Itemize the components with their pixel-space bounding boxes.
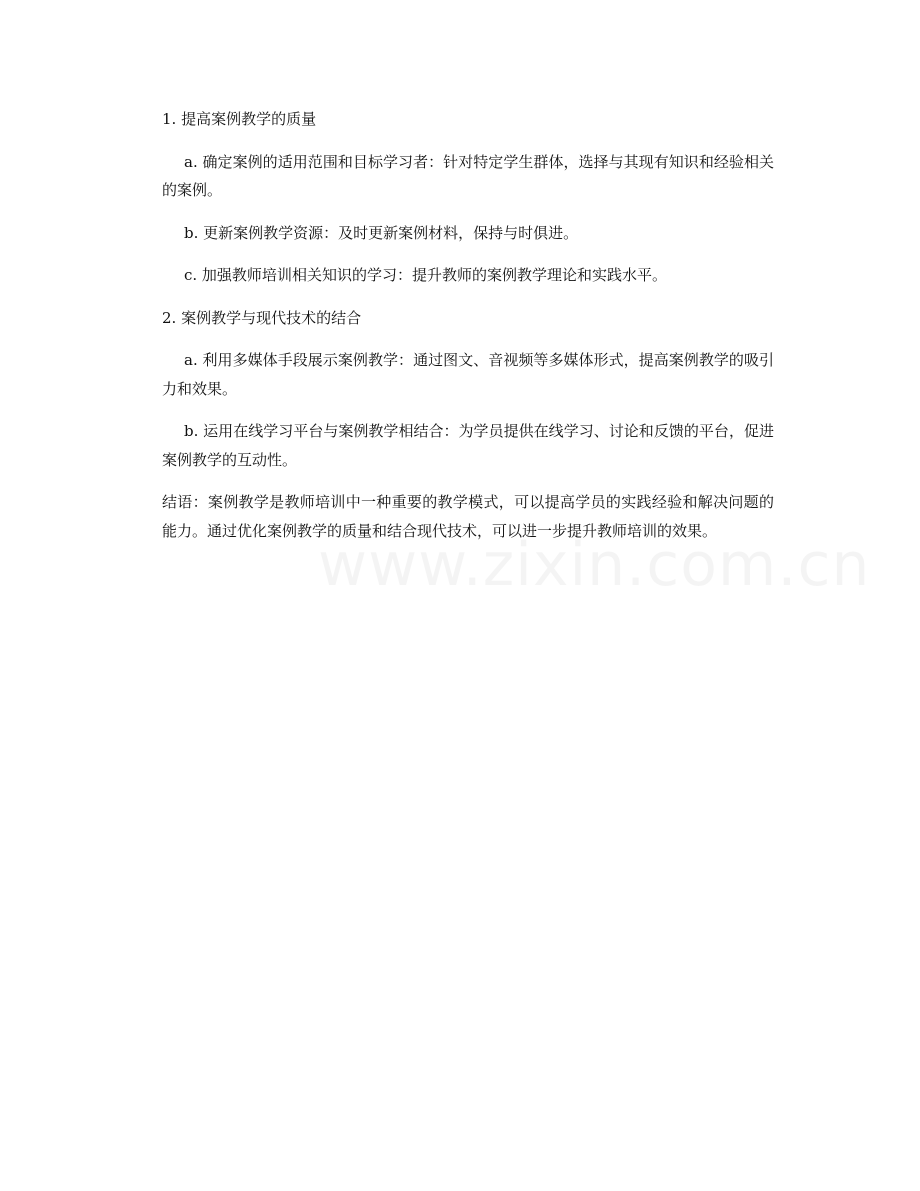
document-body [162,105,774,545]
section-heading-quality: 1. 提高案例教学的质量 [162,110,317,128]
list-item-technology-b: b. 运用在线学习平台与案例教学相结合：为学员提供在线学习、讨论和反馈的平台，促进案例教学的互动性。 [162,422,774,469]
list-item-quality-b: b. 更新案例教学资源：及时更新案例材料，保持与时俱进。 [184,223,579,242]
list-item-quality-a: a. 确定案例的适用范围和目标学习者：针对特定学生群体，选择与其现有知识和经验相关的案例。 [162,152,774,199]
list-item-technology-a: a. 利用多媒体手段展示案例教学：通过图文、音视频等多媒体形式，提高案例教学的吸引力和效果。 [162,351,774,398]
list-item-quality-c: c. 加强教师培训相关知识的学习：提升教师的案例教学理论和实践水平。 [184,266,667,284]
section-heading-technology: 2. 案例教学与现代技术的结合 [162,308,362,327]
conclusion-paragraph: 结语：案例教学是教师培训中一种重要的教学模式，可以提高学员的实践经验和解决问题的能力。通过优化案例教学的质量和结合现代技术，可以进一步提升教师培训的效果。 [162,493,774,540]
